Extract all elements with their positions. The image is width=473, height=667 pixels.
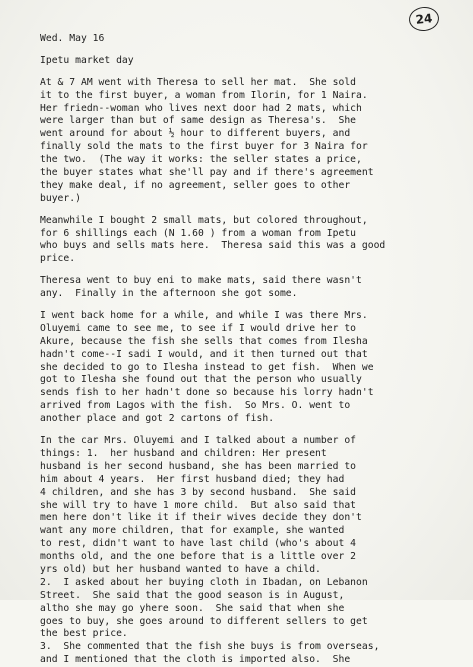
text-line: 3. She commented that the fish she buys is from overseas,: [40, 641, 380, 653]
text-line: hadn't come--I sadi I would, and it then turned out that: [40, 348, 368, 360]
text-line: altho she may go yhere soon. She said that when she: [40, 602, 345, 614]
text-line: Her friedn--woman who lives next door had 2 mats, which: [40, 102, 362, 114]
text-line: another place and got 2 cartons of fish.: [40, 413, 275, 425]
text-line: want any more children, that for example, she wanted: [40, 525, 345, 537]
text-line: buyer.): [40, 192, 81, 204]
entry-title: Ipetu market day: [40, 54, 134, 66]
text-line: him about 4 years. Her first husband died; they had: [40, 473, 345, 485]
text-line: things: 1. her husband and children: Her present: [40, 447, 327, 459]
text-line: 4 children, and she has 3 by second husband. She said: [40, 486, 357, 498]
text-line: the buyer states what she'll pay and if there's agreement: [40, 167, 374, 179]
date-line: Wed. May 16: [40, 33, 105, 44]
text-line: 2. I asked about her buying cloth in Ibadan, on Lebanon: [40, 576, 368, 588]
text-line: months old, and the one before that is a little over 2: [40, 551, 357, 563]
paragraph: [40, 310, 468, 426]
text-line: I went back home for a while, and while I was there Mrs.: [40, 310, 368, 322]
text-line: the best price.: [40, 628, 128, 640]
text-line: she will try to have 1 more child. But also said that: [40, 499, 357, 511]
text-line: were larger than but of same design as Theresa's. She: [40, 115, 357, 127]
text-line: sends fish to her hadn't done so because his lorry hadn't: [40, 387, 374, 399]
text-line: Theresa went to buy eni to make mats, said there wasn't: [40, 275, 362, 287]
paragraphs: [40, 77, 468, 667]
text-line: In the car Mrs. Oluyemi and I talked about a number of: [40, 435, 357, 447]
text-line: price.: [40, 253, 76, 265]
paragraph: [40, 215, 468, 267]
text-line: goes to buy, she goes around to different sellers to get: [40, 615, 368, 627]
text-line: Oluyemi came to see me, to see if I would drive her to: [40, 322, 357, 334]
text-line: any. Finally in the afternoon she got some.: [40, 288, 298, 300]
page-number: 24: [408, 5, 440, 32]
text-line: Street. She said that the good season is in August,: [40, 589, 345, 601]
text-line: Meanwhile I bought 2 small mats, but colored throughout,: [40, 214, 368, 226]
paragraph: [40, 77, 468, 206]
text-line: got to Ilesha she found out that the person who usually: [40, 374, 362, 386]
text-line: finally sold the mats to the first buyer for 3 Naira for: [40, 141, 368, 153]
text-line: husband is her second husband, she has been married to: [40, 460, 357, 472]
text-line: it to the first buyer, a woman from Ilorin, for 1 Naira.: [40, 89, 368, 101]
paragraph: [40, 275, 468, 301]
text-line: arrived from Lagos with the fish. So Mrs. O. went to: [40, 400, 351, 412]
text-line: Akure, because the fish she sells that comes from Ilesha: [40, 335, 368, 347]
paragraph: [40, 435, 468, 667]
page-body: [40, 33, 468, 667]
text-line: they make deal, if no agreement, seller goes to other: [40, 179, 351, 191]
text-line: to rest, didn't want to have last child (who's about 4: [40, 538, 357, 550]
text-line: yrs old) but her husband wanted to have a child.: [40, 563, 321, 575]
text-line: men here don't like it if their wives decide they don't: [40, 512, 362, 524]
text-line: At & 7 AM went with Theresa to sell her mat. She sold: [40, 76, 357, 88]
text-line: and I mentioned that the cloth is imported also. She: [40, 654, 351, 666]
text-line: for 6 shillings each (N 1.60 ) from a woman from Ipetu: [40, 227, 357, 239]
text-line: who buys and sells mats here. Theresa said this was a good: [40, 240, 386, 252]
text-line: she decided to go to Ilesha instead to get fish. When we: [40, 361, 374, 373]
text-line: the two. (The way it works: the seller states a price,: [40, 154, 362, 166]
text-line: went around for about ½ hour to different buyers, and: [40, 128, 351, 140]
